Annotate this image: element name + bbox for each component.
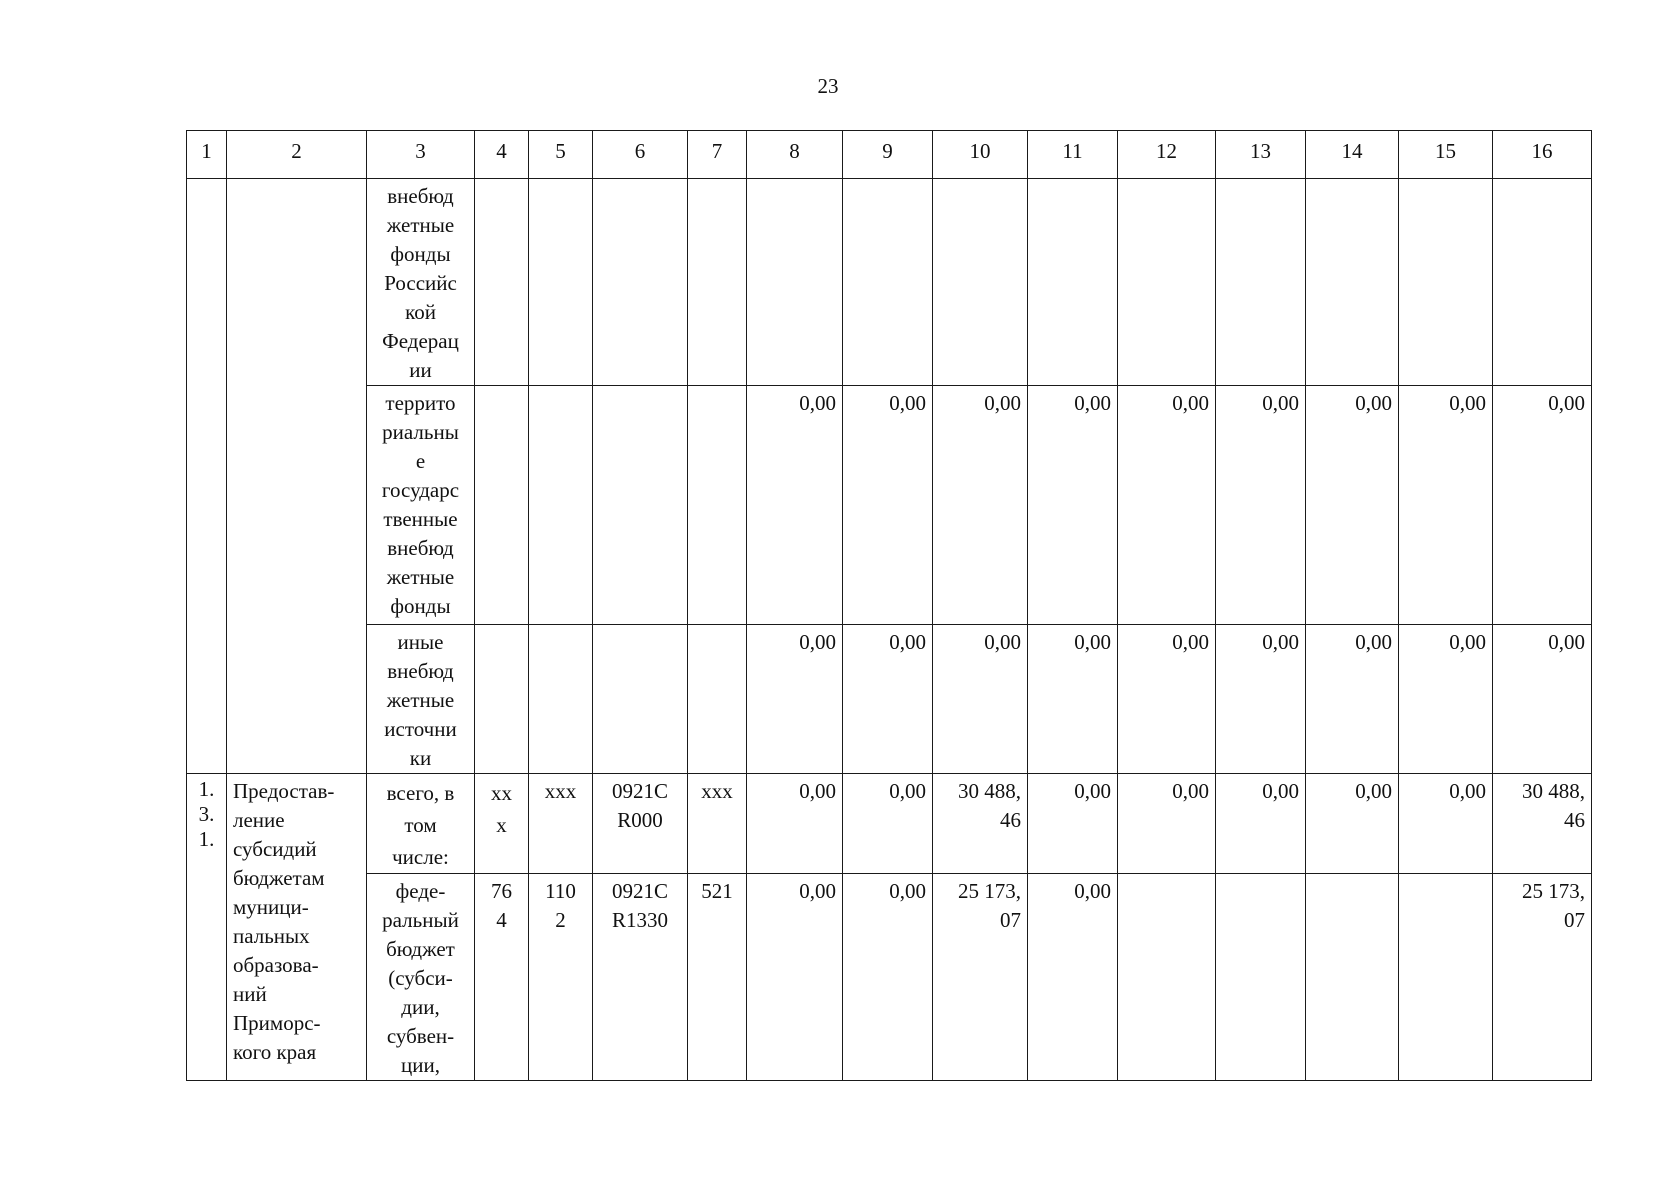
budget-table xyxy=(186,130,1592,1081)
funding-source-cell: всего, в том числе: xyxy=(367,774,475,874)
csr-cell: 0921С R000 xyxy=(593,774,688,874)
table-row xyxy=(187,874,1592,1081)
column-header: 7 xyxy=(688,131,747,179)
column-header: 9 xyxy=(843,131,933,179)
value-cell xyxy=(1306,179,1399,386)
value-cell: 25 173, 07 xyxy=(1493,874,1592,1081)
value-cell: 0,00 xyxy=(1216,625,1306,774)
empty-cell xyxy=(529,386,593,625)
csr-cell: 0921С R1330 xyxy=(593,874,688,1081)
table-row xyxy=(187,386,1592,625)
column-header: 16 xyxy=(1493,131,1592,179)
empty-cell xyxy=(227,179,367,774)
empty-cell xyxy=(187,179,227,774)
empty-cell xyxy=(688,386,747,625)
funding-source-cell: террито риальны е государс твенные внебюд жетные фонды xyxy=(367,386,475,625)
column-header: 3 xyxy=(367,131,475,179)
column-header: 10 xyxy=(933,131,1028,179)
value-cell: 0,00 xyxy=(843,774,933,874)
value-cell: 0,00 xyxy=(1493,625,1592,774)
empty-cell xyxy=(593,179,688,386)
column-header: 13 xyxy=(1216,131,1306,179)
value-cell xyxy=(933,179,1028,386)
value-cell: 0,00 xyxy=(1118,386,1216,625)
empty-cell xyxy=(688,179,747,386)
value-cell xyxy=(1118,179,1216,386)
empty-cell xyxy=(475,386,529,625)
value-cell: 0,00 xyxy=(843,386,933,625)
value-cell: 30 488, 46 xyxy=(933,774,1028,874)
value-cell: 0,00 xyxy=(747,874,843,1081)
value-cell xyxy=(1216,874,1306,1081)
funding-source-cell: иные внебюд жетные источни ки xyxy=(367,625,475,774)
vr-cell: ххх xyxy=(688,774,747,874)
value-cell: 0,00 xyxy=(747,774,843,874)
value-cell: 0,00 xyxy=(1216,774,1306,874)
rzpr-cell: ххх xyxy=(529,774,593,874)
value-cell xyxy=(1216,179,1306,386)
value-cell: 0,00 xyxy=(1399,386,1493,625)
value-cell: 0,00 xyxy=(1118,774,1216,874)
table-row xyxy=(187,774,1592,874)
value-cell: 0,00 xyxy=(843,874,933,1081)
column-header: 15 xyxy=(1399,131,1493,179)
value-cell: 0,00 xyxy=(1399,774,1493,874)
column-header: 14 xyxy=(1306,131,1399,179)
funding-source-cell: внебюд жетные фонды Российс кой Федерац ии xyxy=(367,179,475,386)
column-number-row xyxy=(187,131,1592,179)
value-cell: 0,00 xyxy=(843,625,933,774)
empty-cell xyxy=(593,386,688,625)
value-cell: 0,00 xyxy=(1028,874,1118,1081)
empty-cell xyxy=(475,625,529,774)
value-cell: 0,00 xyxy=(1306,386,1399,625)
value-cell: 0,00 xyxy=(1028,774,1118,874)
column-header: 4 xyxy=(475,131,529,179)
column-header: 5 xyxy=(529,131,593,179)
value-cell: 0,00 xyxy=(933,386,1028,625)
table-row xyxy=(187,179,1592,386)
column-header: 12 xyxy=(1118,131,1216,179)
value-cell: 0,00 xyxy=(1306,774,1399,874)
value-cell: 0,00 xyxy=(1493,386,1592,625)
funding-source-cell: феде- ральный бюджет (субси- дии, субвен- ции, xyxy=(367,874,475,1081)
value-cell: 0,00 xyxy=(1028,386,1118,625)
value-cell: 0,00 xyxy=(1118,625,1216,774)
value-cell: 0,00 xyxy=(1399,625,1493,774)
value-cell: 0,00 xyxy=(1306,625,1399,774)
grbs-cell: 76 4 xyxy=(475,874,529,1081)
table-row xyxy=(187,625,1592,774)
empty-cell xyxy=(593,625,688,774)
value-cell: 25 173, 07 xyxy=(933,874,1028,1081)
value-cell xyxy=(1399,179,1493,386)
value-cell: 0,00 xyxy=(747,386,843,625)
value-cell xyxy=(1306,874,1399,1081)
value-cell xyxy=(843,179,933,386)
empty-cell xyxy=(688,625,747,774)
grbs-cell: хх х xyxy=(475,774,529,874)
value-cell: 30 488, 46 xyxy=(1493,774,1592,874)
column-header: 2 xyxy=(227,131,367,179)
empty-cell xyxy=(529,179,593,386)
empty-cell xyxy=(475,179,529,386)
value-cell: 0,00 xyxy=(933,625,1028,774)
value-cell xyxy=(747,179,843,386)
item-number-cell: 1. 3. 1. xyxy=(187,774,227,1081)
page-number: 23 xyxy=(817,74,839,98)
column-header: 8 xyxy=(747,131,843,179)
item-name-cell: Предостав- ление субсидий бюджетам муници- пальных образова- ний Приморс- кого края xyxy=(227,774,367,1081)
value-cell xyxy=(1028,179,1118,386)
column-header: 1 xyxy=(187,131,227,179)
column-header: 11 xyxy=(1028,131,1118,179)
column-header: 6 xyxy=(593,131,688,179)
value-cell xyxy=(1118,874,1216,1081)
value-cell: 0,00 xyxy=(747,625,843,774)
value-cell: 0,00 xyxy=(1028,625,1118,774)
rzpr-cell: 110 2 xyxy=(529,874,593,1081)
vr-cell: 521 xyxy=(688,874,747,1081)
value-cell: 0,00 xyxy=(1216,386,1306,625)
empty-cell xyxy=(529,625,593,774)
value-cell xyxy=(1399,874,1493,1081)
value-cell xyxy=(1493,179,1592,386)
